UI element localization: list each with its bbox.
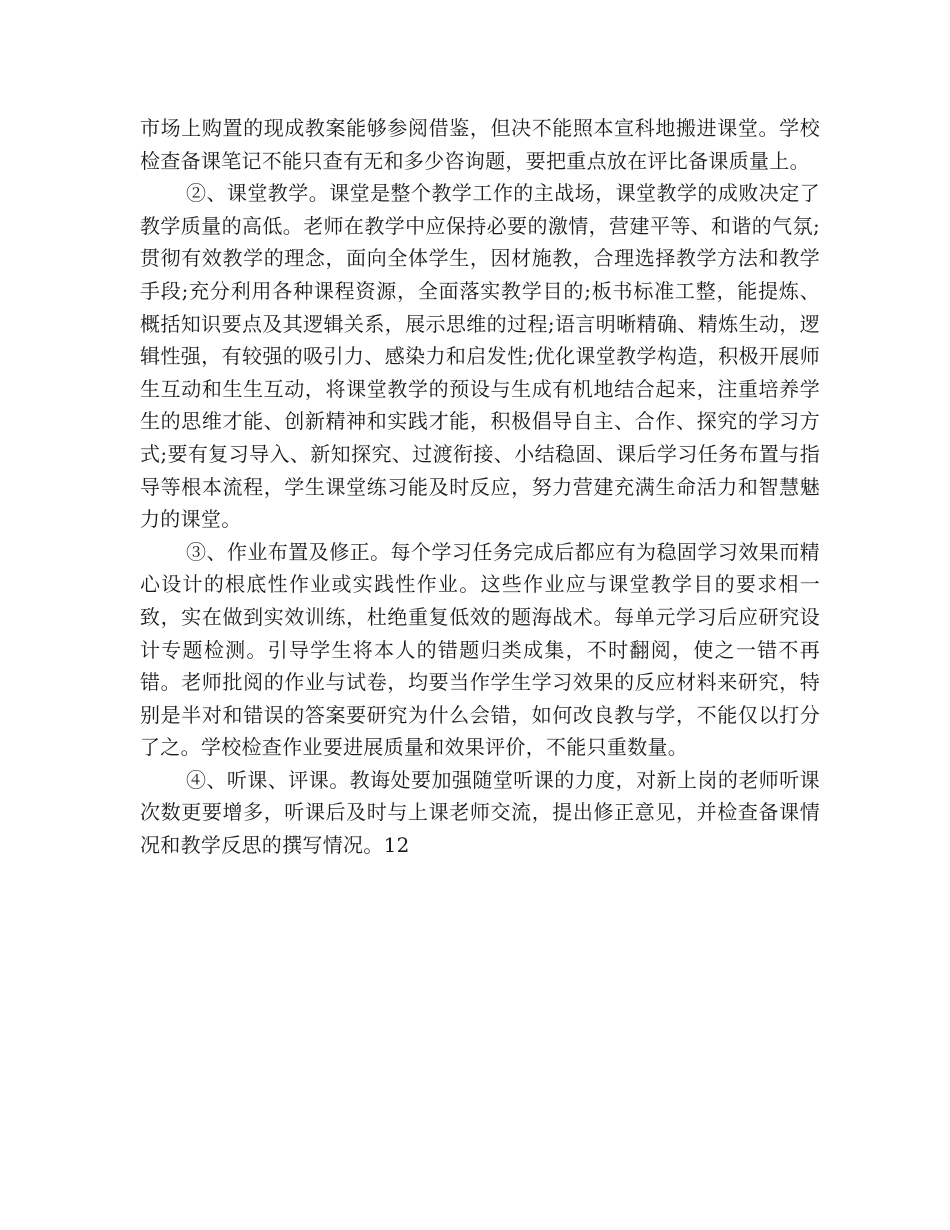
paragraph-classroom-teaching: ②、课堂教学。课堂是整个教学工作的主战场，课堂教学的成败决定了教学质量的高低。老师在教学中应保持必要的激情，营建平等、和谐的气氛;贯彻有效教学的理念，面向全体学生，因材施教，合理选择教学方法和教学手段;充分利用各种课程资源，全面落实教学目的;板书标准工整，能提炼、概括知识要点及其逻辑关系，展示思维的过程;语言明晰精确、精炼生动，逻辑性强，有较强的吸引力、感染力和启发性;优化课堂教学构造，积极开展师生互动和生生互动，将课堂教学的预设与生成有机地结合起来，注重培养学生的思维才能、创新精神和实践才能，积极倡导自主、合作、探究的学习方式;要有复习导入、新知探究、过渡衔接、小结稳固、课后学习任务布置与指导等根本流程，学生课堂练习能及时反应，努力营建充满生命活力和智慧魅力的课堂。 [140, 181, 820, 532]
paragraph-lesson-observation: ④、听课、评课。教诲处要加强随堂听课的力度，对新上岗的老师听课次数更要增多，听课后及时与上课老师交流，提出修正意见，并检查备课情况和教学反思的撰写情况。12 [140, 767, 820, 858]
document-body [140, 112, 820, 862]
paragraph-homework: ③、作业布置及修正。每个学习任务完成后都应有为稳固学习效果而精心设计的根底性作业或实践性作业。这些作业应与课堂教学目的要求相一致，实在做到实效训练，杜绝重复低效的题海战术。每单元学习后应研究设计专题检测。引导学生将本人的错题归类成集，不时翻阅，使之一错不再错。老师批阅的作业与试卷，均要当作学生学习效果的反应材料来研究，特别是半对和错误的答案要研究为什么会错，如何改良教与学，不能仅以打分了之。学校检查作业要进展质量和效果评价，不能只重数量。 [140, 539, 820, 760]
paragraph-lesson-plan-check: 市场上购置的现成教案能够参阅借鉴，但决不能照本宣科地搬进课堂。学校检查备课笔记不能只查有无和多少咨询题，要把重点放在评比备课质量上。 [140, 116, 820, 173]
